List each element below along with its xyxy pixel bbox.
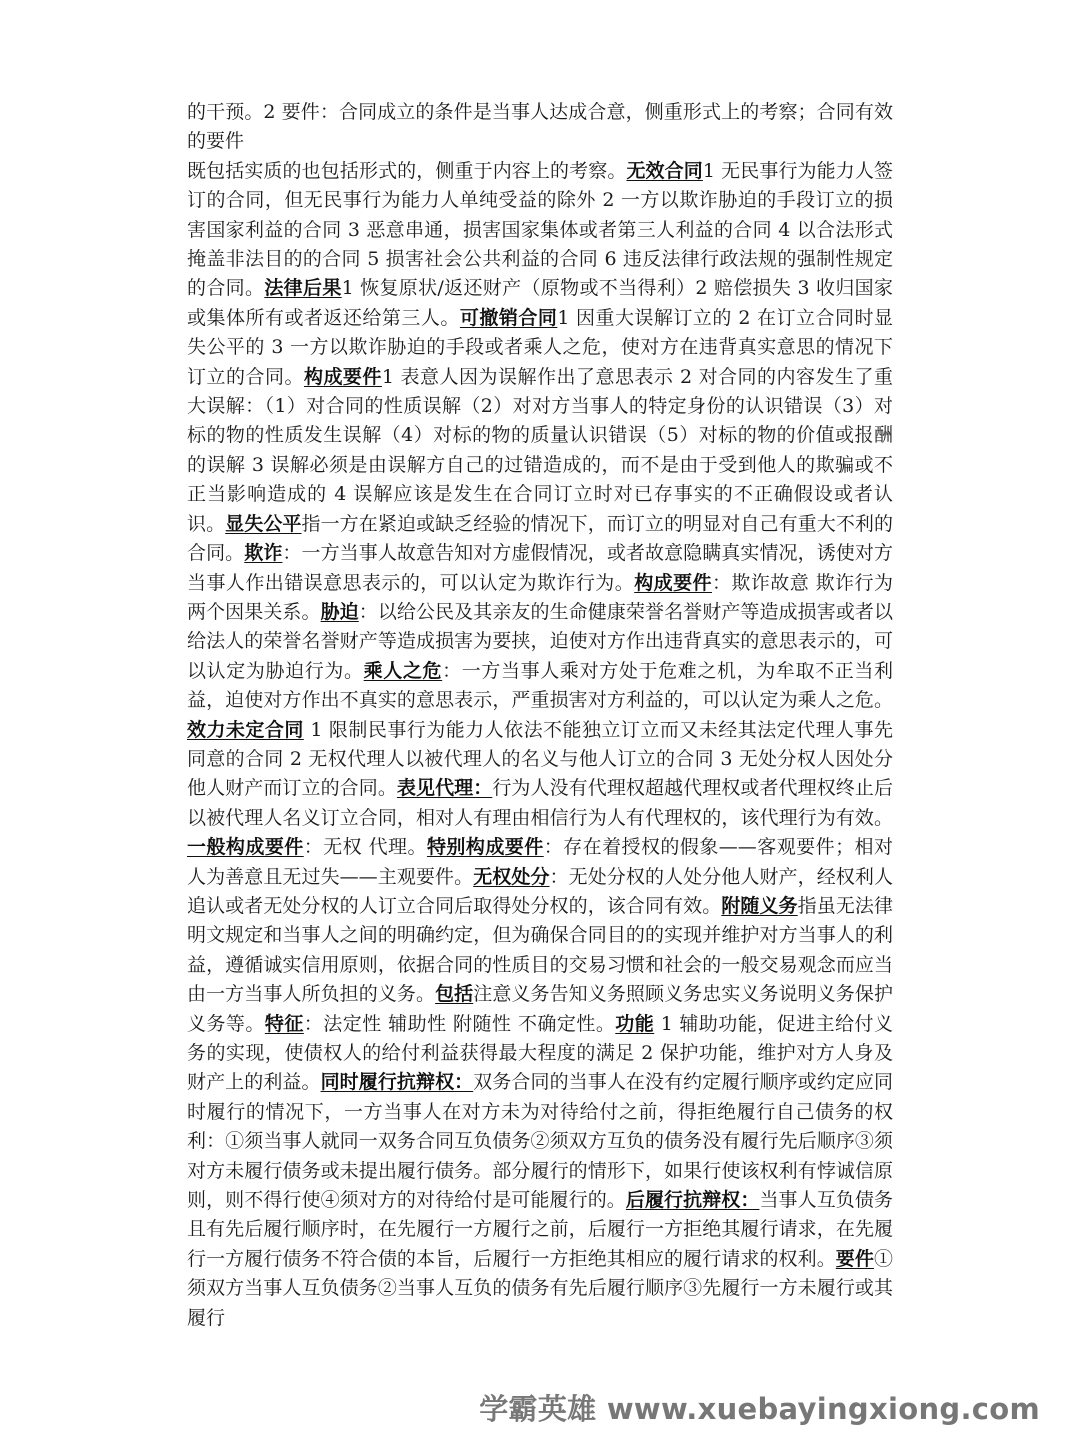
body-text: 1 辅助功能，促进主给付义务的实现，使债权人的给付利益获得最大程度的满足 2 保护功能，维护对方人身及财产上的利益。 — [187, 1012, 893, 1094]
body-text: 双务合同的当事人在没有约定履行顺序或约定应同时履行的情况下，一方当事人在对方未为对待给付之前，得拒绝履行自己债务的权利：①须当事人就同一双务合同互负债务②须双方互负的债务没有履行先后顺序③须对方未履行债务或未提出履行债务。部分履行的情形下，如果行使该权利有悖诚信原则，则不得行使④须对方的对待给付是可能履行的。 — [187, 1071, 893, 1212]
term-heading: 表见代理： — [396, 777, 493, 800]
body-text: 1 表意人因为误解作出了意思表示 2 对合同的内容发生了重大误解：（1）对合同的性质误解（2）对对方当事人的特定身份的认识错误（3）对标的物的性质发生误解（4）对标的物的质量认识错误（5）对标的物的价值或报酬的误解 3 误解必须是由误解方自己的过错造成的，而不是由于受到他人的欺骗或不正当影响造成的 4 误解应该是发生在合同订立时对已存事实的不正确假设或者认识。 — [187, 365, 893, 535]
body-text: ：以给公民及其亲友的生命健康荣誉名誉财产等造成损害或者以给法人的荣誉名誉财产等造成损害为要挟，迫使对方作出违背真实的意思表示的，可以认定为胁迫行为。 — [187, 600, 893, 682]
term-heading: 包括 — [435, 983, 474, 1006]
term-heading: 构成要件 — [303, 365, 382, 388]
body-text: 指一方在紧迫或缺乏经验的情况下，而订立的明显对自己有重大不利的合同。 — [187, 512, 893, 565]
body-text: ：法定性 辅助性 附随性 不确定性。 — [303, 1012, 616, 1035]
term-heading: 特别构成要件 — [426, 836, 544, 859]
document-page — [187, 98, 893, 1333]
term-heading: 附随义务 — [721, 894, 798, 917]
term-heading: 功能 — [615, 1012, 655, 1035]
paragraph-body — [187, 157, 893, 1333]
term-heading: 无效合同 — [626, 159, 703, 182]
term-heading: 效力未定合同 — [187, 718, 304, 741]
body-text: 注意义务告知义务照顾义务忠实义务说明义务保护义务等。 — [187, 983, 893, 1035]
term-heading: 特征 — [264, 1012, 304, 1035]
body-text: ：存在着授权的假象——客观要件；相对人为善意且无过失——主观要件。 — [187, 836, 893, 888]
body-text: ：无权 代理。 — [303, 836, 427, 859]
term-heading: 法律后果 — [264, 277, 342, 300]
term-heading: 可撤销合同 — [459, 306, 558, 329]
body-text: ：欺诈故意 欺诈行为 两个因果关系。 — [187, 571, 893, 623]
body-text: ：一方当事人乘对方处于危难之机，为牟取不正当利益，迫使对方作出不真实的意思表示，严重损害对方利益的，可以认定为乘人之危。 — [187, 659, 893, 712]
term-heading: 同时履行抗辩权： — [320, 1071, 474, 1094]
body-text: 行为人没有代理权超越代理权或者代理权终止后以被代理人名义订立合同，相对人有理由相信行为人有代理权的，该代理行为有效。 — [187, 777, 893, 829]
body-text: ：无处分权的人处分他人财产，经权利人追认或者无处分权的人订立合同后取得处分权的，该合同有效。 — [187, 865, 893, 917]
term-heading: 后履行抗辩权： — [625, 1189, 760, 1212]
term-heading: 要件 — [835, 1247, 874, 1270]
body-text: 1 恢复原状/返还财产（原物或不当得利）2 赔偿损失 3 收归国家或集体所有或者返还给第三人。 — [187, 277, 893, 329]
body-text: 指虽无法律明文规定和当事人之间的明确约定，但为确保合同目的的实现并维护对方当事人的利益，遵循诚实信用原则，依据合同的性质目的交易习惯和社会的一般交易观念而应当由一方当事人所负担的义务。 — [187, 894, 893, 1006]
term-heading: 构成要件 — [634, 571, 712, 594]
body-text: ①须双方当事人互负债务②当事人互负的债务有先后履行顺序③先履行一方未履行或其履行 — [187, 1247, 893, 1329]
body-text: 1 限制民事行为能力人依法不能独立订立而又未经其法定代理人事先同意的合同 2 无权代理人以被代理人的名义与他人订立的合同 3 无处分权人因处分他人财产而订立的合同。 — [187, 718, 893, 800]
term-heading: 欺诈 — [244, 542, 283, 565]
body-text: ：一方当事人故意告知对方虚假情况，或者故意隐瞒真实情况，诱使对方当事人作出错误意思表示的，可以认定为欺诈行为。 — [187, 542, 893, 594]
body-text: 1 无民事行为能力人签订的合同，但无民事行为能力人单纯受益的除外 2 一方以欺诈胁迫的手段订立的损害国家利益的合同 3 恶意串通，损害国家集体或者第三人利益的合同 4 以合法形式掩盖非法目的的合同 5 损害社会公共利益的合同 6 违反法律行政法规的强制性规定的合同。 — [187, 159, 893, 300]
term-heading: 一般构成要件 — [187, 836, 304, 859]
body-text: 当事人互负债务且有先后履行顺序时，在先履行一方履行之前，后履行一方拒绝其履行请求，在先履行一方履行债务不符合债的本旨，后履行一方拒绝其相应的履行请求的权利。 — [187, 1189, 893, 1270]
body-text: 1 因重大误解订立的 2 在订立合同时显失公平的 3 一方以欺诈胁迫的手段或者乘人之危，使对方在违背真实意思的情况下订立的合同。 — [187, 306, 893, 388]
term-heading: 乘人之危 — [363, 659, 443, 682]
paragraph-intro: 的干预。2 要件：合同成立的条件是当事人达成合意，侧重形式上的考察；合同有效的要件 — [187, 101, 893, 153]
term-heading: 胁迫 — [320, 600, 359, 623]
site-watermark: 学霸英雄 www.xuebayingxiong.com — [479, 1392, 1040, 1426]
body-text: 既包括实质的也包括形式的，侧重于内容上的考察。 — [187, 159, 627, 182]
term-heading: 显失公平 — [225, 512, 302, 535]
term-heading: 无权处分 — [473, 865, 550, 888]
